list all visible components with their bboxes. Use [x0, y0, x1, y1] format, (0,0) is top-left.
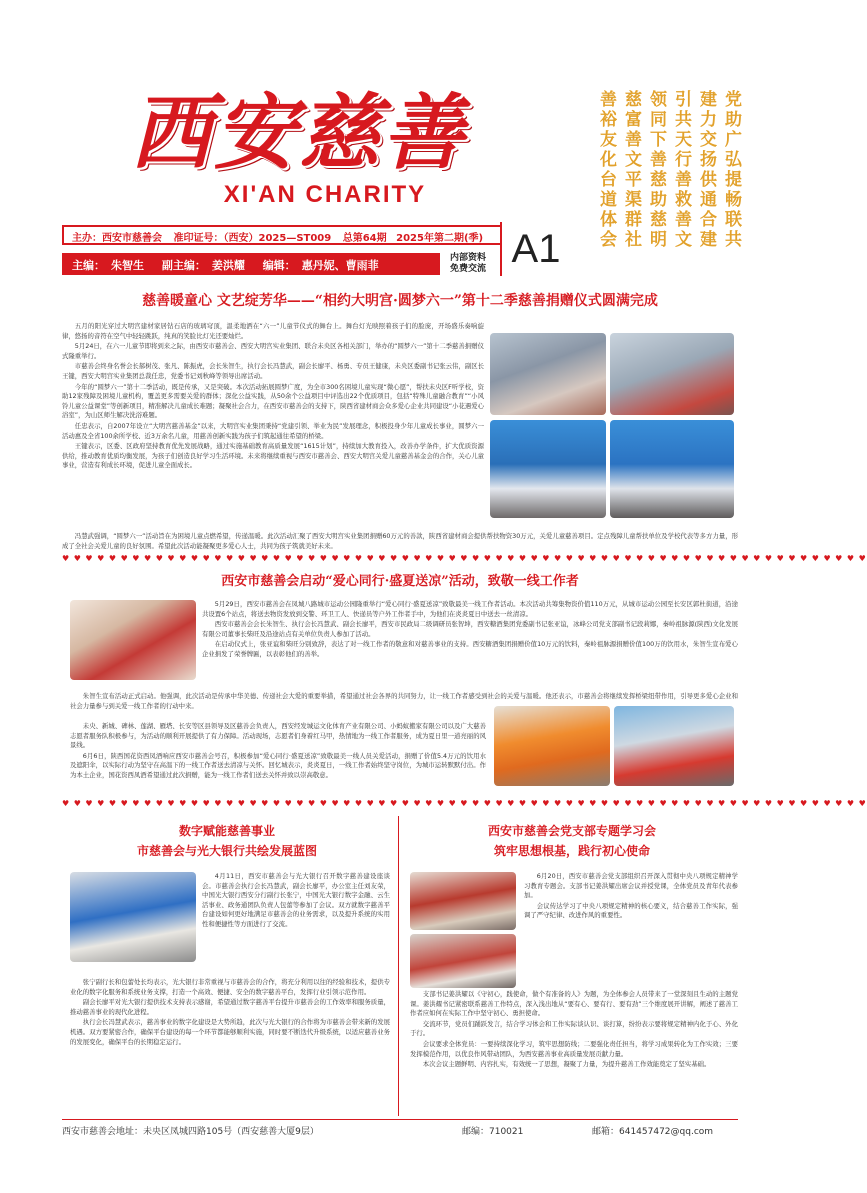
- footer-rule: [62, 1119, 738, 1120]
- slogan-box: [578, 90, 758, 262]
- article2-headline: 西安市慈善会启动“爱心同行·盛夏送凉”活动，致敬一线工作者: [221, 574, 579, 589]
- footer-address: 西安市慈善会地址：未央区凤城四路105号（西安慈善大厦9层）: [62, 1127, 319, 1137]
- divider-hearts: ♥ ♥ ♥ ♥ ♥ ♥ ♥ ♥ ♥ ♥ ♥ ♥ ♥ ♥ ♥ ♥ ♥ ♥ ♥ ♥ ♥ ♥ ♥ ♥ ♥ ♥ ♥ ♥ ♥ ♥ ♥ ♥ ♥ ♥ ♥ ♥ ♥ ♥ ♥ ♥ ♥ ♥ ♥ ♥ ♥ ♥ ♥ ♥ ♥ ♥ ♥ ♥ ♥ ♥ ♥ ♥ ♥ ♥ ♥ ♥ ♥ ♥ ♥ ♥ ♥ ♥ ♥ ♥ ♥: [62, 554, 867, 563]
- article4-headline-2: 筑牢思想根基，践行初心使命: [493, 844, 650, 858]
- article1-paragraph: 五月的阳光穿过大明宫建材家居钻石店的玻璃穹顶，温柔地洒在“六一”儿童节仪式的舞台上。舞台灯光映照着孩子们的脸庞，开场盛乐奏响旋律，悠扬的音符在空气中轻轻跳跃，纯真的笑脸比灯光还要灿烂。: [62, 322, 484, 340]
- article1-photo-stage: [610, 333, 734, 415]
- issue-number: 总第64期: [342, 233, 387, 244]
- chief-editor: 朱智生: [111, 259, 144, 272]
- internal-use-notice: [441, 253, 495, 275]
- article4-photo-group: [410, 934, 516, 988]
- masthead-title: 西安慈善: [130, 85, 466, 181]
- article1-photo-ceremony-left: [490, 420, 606, 518]
- footer-postcode: 邮编：710021: [462, 1127, 524, 1137]
- article2-paragraph: 在启动仪式上，张亚谊和柴旺分别致辞，表达了对一线工作者的敬意和对慈善事业的支持。西安糖酒集团捐赠价值10万元的饮料，秦岭祖脉源捐赠价值100万的饮用水，朱智生宣布爱心企业捐发了荣誉牌匾，以表彰他们的善举。: [202, 640, 738, 658]
- article4-paragraph: 会议要求全体党员：一要持续深化学习，筑牢思想防线；二要强化责任担当，将学习成果转化为工作实效；三要发挥模范作用，以优良作风带动团队，为西安慈善事业高质量发展贡献力量。: [410, 1039, 738, 1058]
- article2-paragraph: 6月6日，陕西国花资西凤酒响应西安市慈善会号召，积极参加“爱心同行·盛夏送凉”致敬最美一线人员关爱活动，捐赠了价值5.4万元的饮用水及遮阳伞，以实际行动为坚守在高温下的一线工作者送去清凉与关怀。回忆城表示，炎炎夏日，一线工作者始终坚守岗位，为城市运转默默付出。作为本土企业，国花资西凤酒希望通过此次捐赠，能为一线工作者们送去关怀并致以崇高敬意。: [70, 751, 486, 779]
- internal-label: 内部资料: [449, 253, 486, 263]
- article3-photo-meeting: [70, 872, 196, 962]
- footer: [62, 1124, 738, 1138]
- article1-paragraph: 市慈善会终身名誉会长郝树茂、张凡、陈振虎，会长朱智生，执行会长冯慧武，副会长廖平、杨勇、专员王健康，未央区委副书记张云伟，副区长王键，西安大明宫实业集团总裁任忠，党委书记刘秋峰等领导出席活动。: [62, 362, 484, 380]
- article1-paragraph: 任忠表示，自2007年设立“大明宫慈善基金”以来，大明宫实业集团秉持“党建引领、举业为民”发展理念，积极投身少年儿童成长事业，圆梦六一活动惠及全省100余所学校、近3万余名儿童，用慈善创新实践为孩子们筑起通往希望的桥梁。: [62, 421, 484, 440]
- article2-paragraph: 未央、新城、碑林、莲湖、雁塔、长安等区县领导及区慈善会负责人，西安经发城运文化体育产业有限公司、小蚂蚁搬家有限公司以及广大慈善志愿者服务队积极参与，为活动的顺利开展提供了有力保障。活动现场，志愿者们身着红马甲，热情地为一线工作者服务，成为夏日里一道亮丽的风景线。: [70, 722, 486, 750]
- chief-editor-label: 主编：: [72, 259, 105, 272]
- article2-body-continued-2: [70, 722, 486, 784]
- article1-photo-mall: [490, 333, 606, 415]
- article3-headline-2: 市慈善会与光大银行共绘发展蓝图: [136, 844, 317, 858]
- slogan-column: 善裕友化台道体会: [596, 90, 616, 250]
- article4-body-continued: [410, 990, 738, 1116]
- editor-bar: [62, 253, 440, 275]
- slogan-column: 引共天行善救善文: [671, 90, 691, 250]
- article4-paragraph: 会议传达学习了中央八项规定精神的核心要义，结合慈善工作实际，强调了严守纪律、改进作风的重要性。: [524, 901, 738, 920]
- vice-editor-label: 副主编：: [161, 259, 206, 272]
- vice-editor: 姜洪耀: [211, 259, 245, 272]
- divider-hearts: ♥ ♥ ♥ ♥ ♥ ♥ ♥ ♥ ♥ ♥ ♥ ♥ ♥ ♥ ♥ ♥ ♥ ♥ ♥ ♥ ♥ ♥ ♥ ♥ ♥ ♥ ♥ ♥ ♥ ♥ ♥ ♥ ♥ ♥ ♥ ♥ ♥ ♥ ♥ ♥ ♥ ♥ ♥ ♥ ♥ ♥ ♥ ♥ ♥ ♥ ♥ ♥ ♥ ♥ ♥ ♥ ♥ ♥ ♥ ♥ ♥ ♥ ♥ ♥ ♥ ♥ ♥ ♥ ♥: [62, 799, 867, 808]
- masthead-title-english: XI'AN CHARITY: [223, 181, 427, 208]
- article2-paragraph: 5月29日，西安市慈善会在凤城八路城市运动公园隆重举行“爱心同行·盛夏送凉”致敬最美一线工作者活动。本次活动共筹集物资价值110万元，从城市运动公园至长安区郭杜街道，沿途共设置6个站点，将送去物资发放到交警、环卫工人、快递员等户外工作者手中，为他们在炎炎夏日中送去一丝清凉。: [202, 600, 738, 618]
- slogan-column: 建力交扬供通合建: [696, 90, 716, 250]
- slogan-column: 慈富善文平渠群社: [621, 90, 641, 250]
- publication-info-bar: [62, 225, 500, 245]
- footer-email: 邮箱：641457472@qq.com: [592, 1127, 714, 1137]
- article1-body: [62, 322, 484, 532]
- article1-paragraph: 今年的“圆梦六一”第十二季活动，既是传承，又是突破。本次活动拓展圆梦广度，为全市300名困境儿童实现“微心愿”，帮扶未央区F听学校，资助12家残障及困境儿童机构，覆盖更多需要关爱的群体；深化公益实践，从50余个公益项目中评选出22个优质项目，包括“特殊儿童融合教育”“小风铃儿童公益课堂”等创新项目，精准解决儿童成长难题；凝聚社会合力，在西安市慈善会的支持下，陕西省建材商会众多爱心企业共同建设“小花遇爱心浴室”，为山区师生解决洗浴难题。: [62, 382, 485, 420]
- article4-body: [524, 872, 738, 990]
- article2-photo-donation: [70, 600, 196, 680]
- article4-paragraph: 交流环节，党员们踊跃发言，结合学习体会和工作实际谈认识、谈打算，纷纷表示要将规定精神内化于心、外化于行。: [410, 1019, 738, 1038]
- sponsor: 主办：西安市慈善会: [72, 233, 162, 244]
- article4-paragraph: 支部书记姜洪耀以《守初心，践使命，做个有准备的人》为题，为全体参会人员带来了一堂深刻且生动的主题党课。姜洪耀书记紧密联系慈善工作特点，深入浅出地从“要有心、要有行、要有劲”三个维度展开讲解，阐述了慈善工作者应如何在实际工作中坚守初心、勇担使命。: [410, 990, 738, 1018]
- article3-body: [202, 872, 390, 978]
- editor: 惠丹妮、曹雨菲: [301, 259, 379, 272]
- column-divider: [398, 816, 399, 1116]
- article2-body: [202, 600, 738, 692]
- article1-headline: 慈善暖童心 文艺绽芳华——“相约大明宫·圆梦六一”第十二季慈善捐赠仪式圆满完成: [142, 293, 658, 309]
- article1-paragraph: 王键表示，区委、区政府坚持教育优先发展战略，通过实施基础教育高质量发展“1615计划”，持续加大教育投入，改善办学条件，扩大优质资源供给，推动教育优质均衡发展，为孩子们创造良好学习生活环境。未来将继续重视与西安市慈善会、西安大明宫关爱儿童慈善基金会的合作，关心儿童事业，营造有利成长环境，促进儿童全面成长。: [62, 442, 484, 470]
- article3-paragraph: 张宁副行长和包蕾处长均表示，光大银行非常重视与市慈善会的合作，将充分利用以往的经验和技术，提供专业化的数字化服务和系统业务支撑，打造一个高效、便捷、安全的数字慈善平台，发挥行业引领示范作用。: [70, 978, 390, 996]
- period: 2025年第二期(季): [396, 233, 484, 244]
- slogan-column: 领同下善慈助慈明: [646, 90, 666, 250]
- article3-paragraph: 执行会长冯慧武表示，慈善事业的数字化建设是大势所趋，此次与光大银行的合作将为市慈善会带来新的发展机遇。双方要紧密合作，确保平台建设的每一个环节都能够顺利实施，同时要不断迭代升级系统，以适应慈善业务的发展变化，确保平台的长期稳定运行。: [70, 1018, 390, 1046]
- article2-paragraph: 西安市慈善会会长朱智生、执行会长冯慧武、副会长廖平，西安市民政局二级调研员张智坤，西安糖酒集团党委副书记张亚谊，冰峰公司党支部副书记段莉娜，秦岭祖脉源(陕西)文化发展有限公司董事长柴旺及沿途站点有关单位负责人参加了活动。: [202, 620, 738, 638]
- article1-paragraph: 5月24日，在六一儿童节即将到来之际，由西安市慈善会、西安大明宫实业集团、联合未央区各相关部门，举办的“圆梦六一”第十二季慈善捐赠仪式隆重举行。: [62, 342, 484, 360]
- article3-headline-1: 数字赋能慈善事业: [178, 824, 275, 838]
- article1-paragraph: 冯慧武强调，“圆梦六一”活动旨在为困境儿童点燃希望，传递温暖。此次活动汇聚了西安大明宫实业集团捐赠60万元的善款，陕西省建材商会提供帮扶物资30万元，关爱儿童慈善项目。定点残障儿童帮扶单位及学校代表等多方力量，形成了全社会关爱儿童的良好氛围。希望此次活动能凝聚更多爱心人士，共同为孩子筑就美好未来。: [62, 532, 738, 550]
- page-number: A1: [500, 222, 570, 276]
- article3-paragraph: 4月11日，西安市慈善会与光大银行召开数字慈善建设座谈会。市慈善会执行会长冯慧武，副会长廖平，办公室主任刘友荣，中国光大银行西安分行副行长张宁，中国光大银行数字金融、云生活事业、政务通团队负责人包蕾等参加了会议。双方就数字慈善平台建设如何更好地满足市慈善会的业务需求，以及提升系统的实用性和便捷性等方面进行了交流。: [202, 872, 390, 928]
- article4-paragraph: 6月20日，西安市慈善会党支部组织召开深入贯彻中央八项规定精神学习教育专题会。支部书记姜洪耀出席会议并授党课，全体党员及青年代表参加。: [524, 872, 738, 900]
- article4-headline-1: 西安市慈善会党支部专题学习会: [487, 824, 656, 838]
- article3-body-continued: [70, 978, 390, 1116]
- free-label: 免费交流: [449, 264, 486, 274]
- slogan-column: 党助广弘提畅联共: [721, 90, 741, 250]
- editor-label: 编辑：: [262, 259, 296, 272]
- permit-number: 准印证号：（西安）2025—ST009: [173, 233, 332, 244]
- article2-paragraph: 朱智生宣布活动正式启动。他强调，此次活动是传承中华美德、传递社会大爱的重要举措，希望通过社会各界的共同努力，让一线工作者感受到社会的关爱与温暖。他还表示，市慈善会将继续发挥桥梁纽带作用，引导更多爱心企业和社会力量参与到关爱一线工作者的行动中来。: [70, 692, 738, 710]
- article4-paragraph: 本次会议主题鲜明、内容扎实，有效统一了思想，凝聚了力量，为提升慈善工作效能奠定了坚实基础。: [422, 1060, 711, 1069]
- article4-photo-lecture: [410, 872, 516, 930]
- article2-photo-event: [614, 706, 734, 786]
- article1-photo-ceremony-right: [610, 420, 734, 518]
- article2-photo-workers: [494, 706, 610, 786]
- article3-paragraph: 副会长廖平对光大银行提供技术支持表示感谢，希望通过数字慈善平台提升市慈善会的工作效率和服务质量，推动慈善事业的现代化进程。: [70, 998, 390, 1016]
